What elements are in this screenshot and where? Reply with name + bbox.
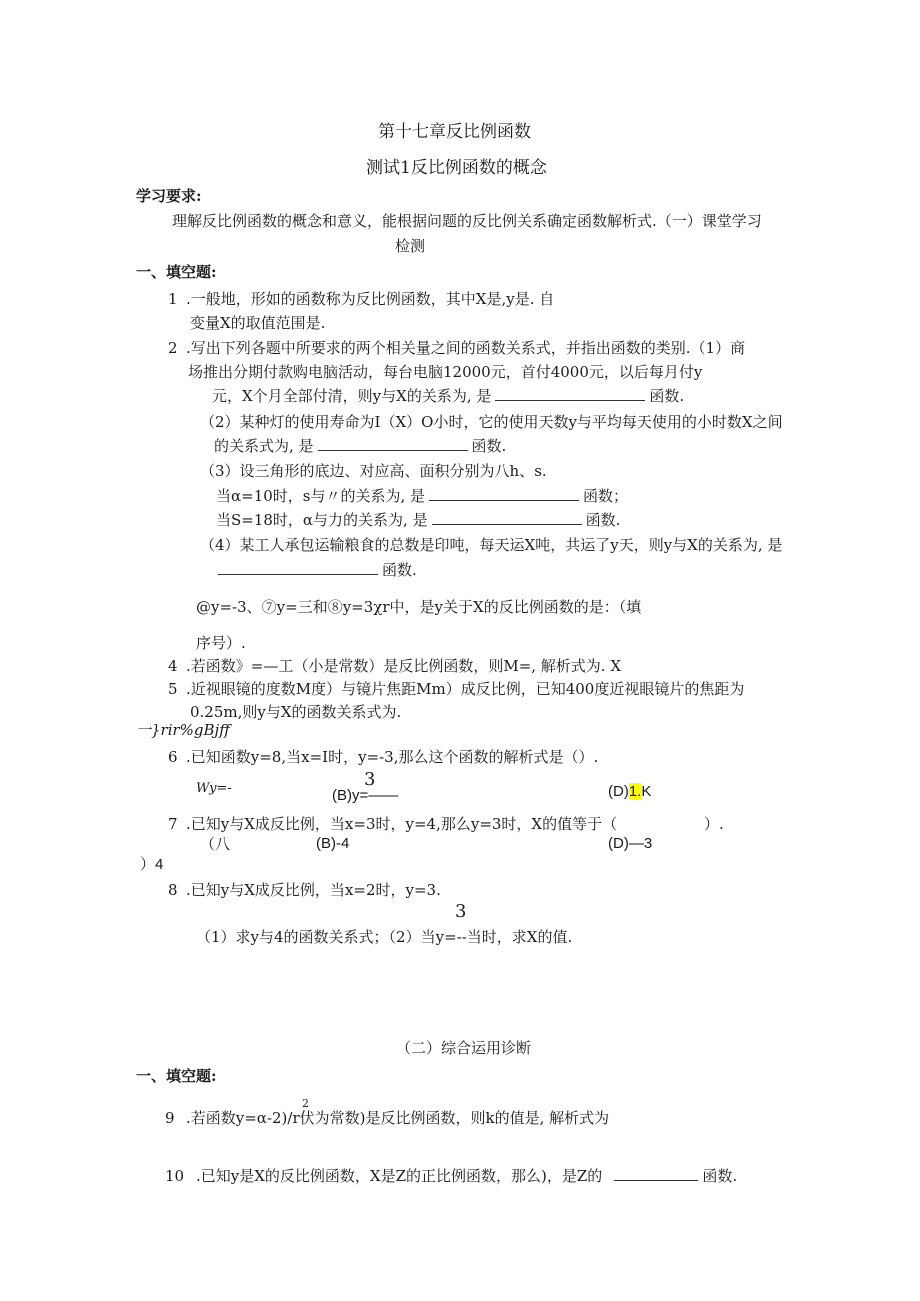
q7-close: ）.: [704, 815, 724, 833]
q8-fraction: 3: [455, 901, 467, 922]
q7-option-c: ）4: [140, 856, 164, 873]
q7-option-b: (B)-4: [316, 835, 350, 852]
requirements-text-line1: 理解反比例函数的概念和意义，能根据问题的反比例关系确定函数解析式.（一）课堂学习: [172, 212, 762, 230]
q6-option-d-highlight: 1.: [628, 783, 642, 800]
answer-blank[interactable]: [429, 486, 579, 501]
answer-blank[interactable]: [432, 510, 582, 525]
q2-part3-text-a: 当α=10时，s与〃的关系为, 是: [216, 487, 426, 505]
q2-part3-tail-a: 函数；: [583, 487, 629, 505]
q2-line3-tail: 函数.: [649, 387, 685, 405]
q6-option-a: Wy=-: [196, 781, 232, 796]
section2-title: （二）综合运用诊断: [396, 1039, 532, 1057]
section2-heading: 一、填空题:: [136, 1067, 217, 1085]
garbled-text: 一}rir%gBjff: [136, 721, 230, 739]
q5-number: 5: [168, 680, 178, 698]
q3-line2: 序号）.: [196, 634, 246, 652]
answer-blank[interactable]: [495, 386, 645, 401]
q7-option-d: (D)—3: [608, 835, 653, 852]
q10-text: .已知y是X的反比例函数，X是Z的正比例函数，那么)，是Z的: [196, 1167, 603, 1185]
q2-part4-line2: [218, 560, 417, 580]
q6-option-d: [608, 782, 651, 802]
q10-line: [196, 1166, 737, 1186]
q3-line1: @y=-3、⑦y=三和⑧y=3χr中，是y关于X的反比例函数的是：（填: [196, 598, 642, 616]
q6-fraction-numerator: 3: [364, 769, 376, 790]
q9-number: 9: [165, 1109, 175, 1127]
q7-option-a: （八: [200, 835, 231, 853]
q10-tail: 函数.: [702, 1167, 738, 1185]
q2-line1: .写出下列各题中所要求的两个相关量之间的函数关系式，并指出函数的类别.（1）商: [186, 339, 746, 357]
q2-part3-line1: （3）设三角形的底边、对应高、面积分别为八h、s.: [200, 462, 547, 480]
answer-blank[interactable]: [318, 436, 468, 451]
q5-line2: 0.25m,则y与X的函数关系式为.: [190, 703, 402, 721]
q2-line3-text: 元，X个月全部付清，则y与X的关系为, 是: [212, 387, 492, 405]
q2-part3-tail-b: 函数.: [585, 511, 621, 529]
answer-blank[interactable]: [614, 1166, 698, 1181]
chapter-title: 第十七章反比例函数: [378, 122, 531, 142]
q2-part3-line2: [216, 486, 628, 506]
q6-option-d-tail: K: [641, 783, 652, 800]
q6-option-b: (B)y=——: [332, 787, 399, 804]
q2-part2-line1: （2）某种灯的使用寿命为I（X）O小时，它的使用天数y与平均每天使用的小时数X之间: [200, 413, 783, 431]
q7-number: 7: [168, 815, 178, 833]
q2-part2-tail: 函数.: [471, 437, 507, 455]
q9-text: .若函数y=α-2)/r伏为常数)是反比例函数，则k的值是, 解析式为: [186, 1109, 610, 1127]
q2-line2: 场推出分期付款购电脑活动，每台电脑12000元，首付4000元，以后每月付y: [188, 363, 703, 381]
q2-part3-line3: [216, 510, 620, 530]
q9-superscript: 2: [302, 1097, 309, 1110]
q2-part3-text-b: 当S=18时，α与力的关系为, 是: [216, 511, 428, 529]
q8-number: 8: [168, 881, 178, 899]
q6-option-d-label: (D): [608, 783, 629, 800]
q2-line3: [212, 386, 684, 406]
q10-number: 10: [165, 1167, 185, 1185]
requirements-text-line2: 检测: [395, 237, 426, 255]
q8-subquestions: （1）求y与4的函数关系式；（2）当y=--当时，求X的值.: [196, 928, 573, 946]
q6-number: 6: [168, 748, 178, 766]
q2-part4-tail: 函数.: [382, 561, 417, 579]
test-title: 测试1反比例函数的概念: [366, 158, 547, 178]
q1-number: 1: [168, 290, 178, 308]
q4-number: 4: [168, 657, 178, 675]
answer-blank[interactable]: [218, 560, 378, 575]
q7-text: .已知y与X成反比例，当x=3时，y=4,那么y=3时，X的值等于（: [186, 815, 618, 833]
q6-text: .已知函数y=8,当x=I时，y=-3,那么这个函数的解析式是（）.: [186, 748, 599, 766]
section1-heading: 一、填空题:: [136, 263, 217, 281]
q2-number: 2: [168, 339, 178, 357]
requirements-heading: 学习要求:: [136, 187, 202, 205]
q2-part2-line2: [214, 436, 506, 456]
q4-text: .若函数》=—工（小是常数）是反比例函数，则M=, 解析式为. X: [186, 657, 622, 675]
q8-text: .已知y与X成反比例，当x=2时，y=3.: [186, 881, 441, 899]
q2-part4-line1: （4）某工人承包运输粮食的总数是印吨，每天运X吨，共运了y天，则y与X的关系为, 是: [200, 536, 783, 554]
q2-part2-text: 的关系式为, 是: [214, 437, 314, 455]
q5-line1: .近视眼镜的度数M度）与镜片焦距Mm）成反比例，已知400度近视眼镜片的焦距为: [186, 680, 745, 698]
q1-line1: .一般地，形如的函数称为反比例函数，其中X是,y是. 自: [186, 290, 555, 308]
q1-line2: 变量X的取值范围是.: [190, 314, 326, 332]
